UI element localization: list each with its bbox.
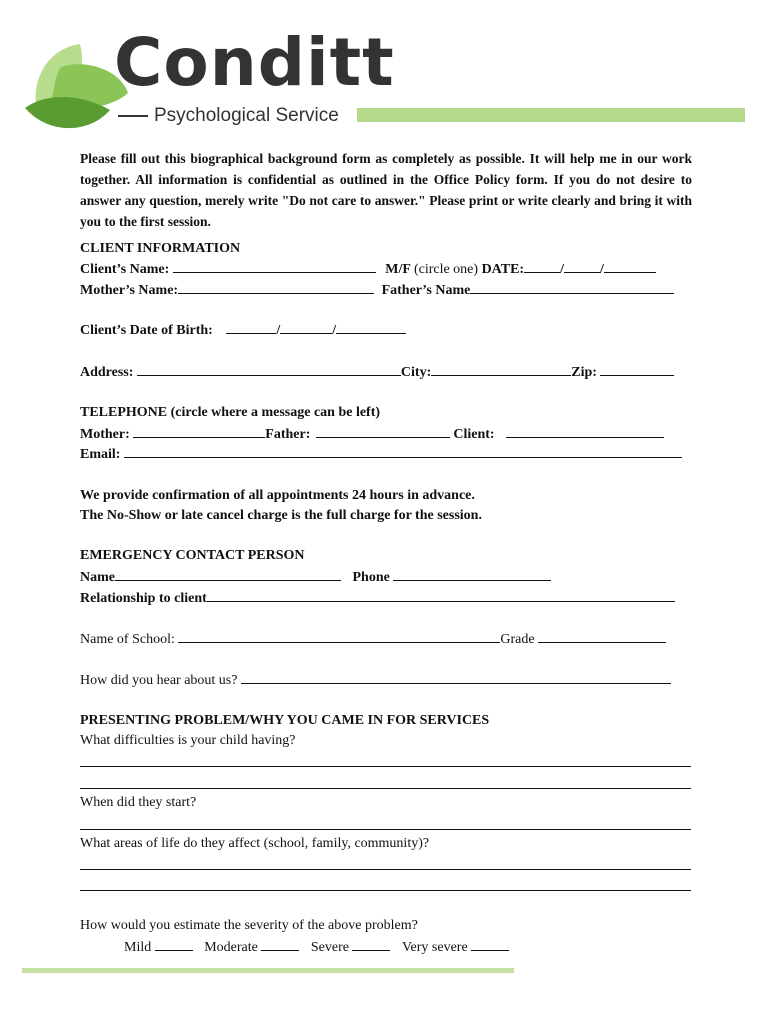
address-row: [80, 363, 674, 382]
client-info-heading: CLIENT INFORMATION: [80, 241, 241, 256]
relationship-row: [80, 589, 675, 608]
referral-row: [80, 671, 671, 690]
dob-label: Client’s Date of Birth:: [80, 323, 213, 338]
tel-father-label: Father:: [265, 427, 311, 442]
school-name-label: Name of School:: [80, 632, 175, 647]
difficulties-answer-line-1[interactable]: [80, 766, 691, 767]
school-name-field[interactable]: [178, 630, 500, 643]
q-difficulties: What difficulties is your child having?: [80, 733, 296, 748]
school-row: [80, 630, 666, 649]
severity-severe-field[interactable]: [352, 938, 390, 951]
tel-mother-field[interactable]: [133, 425, 265, 438]
relationship-label: Relationship to client: [80, 591, 207, 606]
severity-very-severe-field[interactable]: [471, 938, 509, 951]
presenting-heading: PRESENTING PROBLEM/WHY YOU CAME IN FOR SERVICES: [80, 713, 490, 728]
grade-field[interactable]: [538, 630, 666, 643]
logo-title: Conditt: [114, 24, 395, 101]
q-start: When did they start?: [80, 795, 197, 810]
telephone-row: [80, 425, 664, 444]
severity-moderate-label: Moderate: [204, 940, 258, 955]
dob-year-field[interactable]: [336, 321, 406, 334]
dob-month-field[interactable]: [226, 321, 276, 334]
areas-answer-line-1[interactable]: [80, 869, 691, 870]
tel-client-label: Client:: [453, 427, 495, 442]
mother-name-field[interactable]: [178, 281, 374, 294]
zip-field[interactable]: [600, 363, 674, 376]
q-areas: What areas of life do they affect (school, family, community)?: [80, 836, 430, 851]
date-year-field[interactable]: [604, 260, 656, 273]
parents-row: [80, 281, 674, 300]
intro-paragraph: Please fill out this biographical background form as completely as possible. It will help me in our work together. All information is confidential as outlined in the Office Policy form. If you do not desire to answer any question, merely write "Do not care to answer." Please print or write clearly and bring it with you to the first session.: [80, 151, 692, 229]
tel-father-field[interactable]: [316, 425, 450, 438]
mf-note: (circle one): [413, 262, 479, 277]
severity-mild-label: Mild: [124, 940, 152, 955]
client-name-field[interactable]: [173, 260, 376, 273]
referral-label: How did you hear about us?: [80, 673, 238, 688]
start-answer-line[interactable]: [80, 829, 691, 830]
logo-subtitle: Psychological Service: [118, 105, 339, 127]
q-severity: How would you estimate the severity of the above problem?: [80, 918, 418, 933]
emergency-name-row: [80, 568, 551, 587]
severity-options: [124, 938, 509, 957]
severity-moderate-field[interactable]: [261, 938, 299, 951]
city-field[interactable]: [431, 363, 571, 376]
dob-day-field[interactable]: [280, 321, 332, 334]
referral-field[interactable]: [241, 671, 671, 684]
email-row: [80, 445, 682, 464]
severity-very-severe-label: Very severe: [401, 940, 468, 955]
areas-answer-line-2[interactable]: [80, 890, 691, 891]
father-name-field[interactable]: [470, 281, 674, 294]
footer-accent-bar: [22, 968, 514, 973]
dob-row: Client’s Date of Birth: / /: [80, 321, 406, 340]
client-name-label: Client’s Name:: [80, 262, 170, 277]
email-label: Email:: [80, 447, 121, 462]
city-label: City:: [400, 365, 432, 380]
emergency-phone-label: Phone: [352, 570, 390, 585]
date-day-field[interactable]: [564, 260, 600, 273]
father-name-label: Father’s Name: [381, 283, 471, 298]
emergency-name-field[interactable]: [115, 568, 341, 581]
mf-label: M/F: [385, 262, 411, 277]
relationship-field[interactable]: [207, 589, 675, 602]
difficulties-answer-line-2[interactable]: [80, 788, 691, 789]
zip-label: Zip:: [571, 365, 597, 380]
tel-client-field[interactable]: [506, 425, 664, 438]
grade-label: Grade: [500, 632, 535, 647]
date-label: DATE:: [481, 262, 525, 277]
emergency-phone-field[interactable]: [393, 568, 551, 581]
tel-mother-label: Mother:: [80, 427, 130, 442]
notice-line-1: We provide confirmation of all appointments 24 hours in advance.: [80, 488, 475, 503]
telephone-heading: TELEPHONE (circle where a message can be left): [80, 405, 381, 420]
client-name-row: Client’s Name: M/F (circle one) DATE: / /: [80, 260, 656, 279]
severity-severe-label: Severe: [310, 940, 349, 955]
notice-line-2: The No-Show or late cancel charge is the full charge for the session.: [80, 508, 482, 523]
date-month-field[interactable]: [524, 260, 560, 273]
address-field[interactable]: [137, 363, 401, 376]
email-field[interactable]: [124, 445, 682, 458]
mother-name-label: Mother’s Name:: [80, 283, 179, 298]
emergency-heading: EMERGENCY CONTACT PERSON: [80, 548, 305, 563]
header-accent-bar: [357, 108, 745, 122]
emergency-name-label: Name: [80, 570, 115, 585]
severity-mild-field[interactable]: [155, 938, 193, 951]
address-label: Address:: [80, 365, 134, 380]
